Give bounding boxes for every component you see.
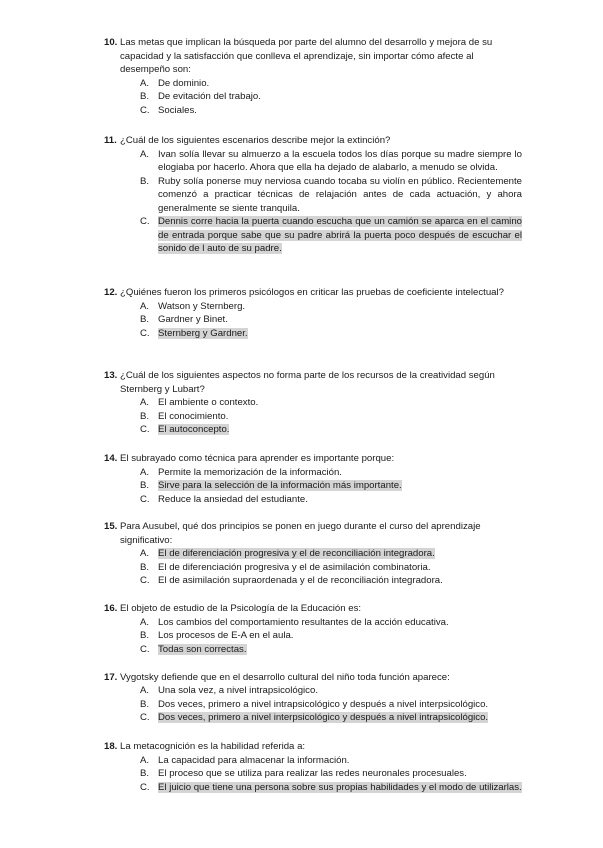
answer-option-c[interactable] [104, 781, 522, 795]
option-letter: C. [140, 781, 150, 793]
option-letter: A. [140, 685, 150, 696]
answer-option-c[interactable] [104, 574, 522, 588]
answer-option-b[interactable] [104, 479, 522, 493]
answer-options [104, 77, 522, 118]
question-stem [104, 36, 522, 77]
question-stem [104, 286, 522, 300]
question-number: 11. [104, 135, 117, 146]
answer-option-a[interactable] [104, 396, 522, 410]
answer-option-a[interactable] [104, 77, 522, 91]
answer-option-c[interactable] [104, 423, 522, 437]
option-text: De dominio. [158, 77, 210, 89]
option-text: La capacidad para almacenar la información. [158, 754, 350, 766]
highlighted-answer: Dos veces, primero a nivel interpsicológico y después a nivel intrapsicológico. [158, 712, 489, 723]
highlighted-answer: Sirve para la selección de la información más importante. [158, 480, 402, 491]
answer-options [104, 300, 522, 341]
option-text: El conocimiento. [158, 410, 229, 422]
question-number: 13. [104, 370, 118, 381]
question-15 [104, 520, 522, 588]
option-letter: A. [140, 466, 150, 478]
option-text: Los cambios del comportamiento resultantes de la acción educativa. [158, 616, 449, 628]
option-text: Los procesos de E-A en el aula. [158, 630, 294, 641]
option-text: Ivan solía llevar su almuerzo a la escuela todos los días porque su madre siempre lo elogiaba por hacerlo. Ahora que ella ha dejado de alabarlo, a menudo se olvida. [158, 148, 522, 173]
highlighted-answer: Dennis corre hacia la puerta cuando escucha que un camión se aparca en el camino de entrada porque sabe que su padre abrirá la puerta poco después de escuchar el sonido de l auto de su padre. [158, 216, 522, 254]
answer-options [104, 148, 522, 256]
option-text: Watson y Sternberg. [158, 300, 246, 312]
answer-option-a[interactable] [104, 616, 522, 630]
option-text: Una sola vez, a nivel intrapsicológico. [158, 685, 318, 696]
option-letter: A. [140, 148, 150, 160]
question-text: ¿Cuál de los siguientes aspectos no forma parte de los recursos de la creatividad según Sternberg y Lubart? [120, 370, 495, 395]
question-text: Vygotsky defiende que en el desarrollo cultural del niño toda función aparece: [120, 671, 450, 683]
answer-option-c[interactable] [104, 215, 522, 256]
question-stem [104, 369, 522, 396]
answer-option-a[interactable] [104, 148, 522, 175]
option-letter: C. [140, 104, 150, 116]
question-stem [104, 452, 522, 466]
option-letter: C. [140, 216, 150, 227]
answer-option-b[interactable] [104, 410, 522, 424]
answer-option-a[interactable] [104, 684, 522, 698]
answer-options [104, 466, 522, 507]
option-text: El proceso que se utiliza para realizar las redes neuronales procesuales. [158, 768, 467, 779]
question-text: ¿Quiénes fueron los primeros psicólogos en criticar las pruebas de coeficiente intelectual? [120, 287, 504, 298]
question-11 [104, 134, 522, 256]
question-stem [104, 671, 522, 685]
answer-option-c[interactable] [104, 327, 522, 341]
option-text: Reduce la ansiedad del estudiante. [158, 493, 308, 505]
option-letter: B. [140, 768, 150, 779]
question-13 [104, 369, 522, 437]
highlighted-answer: El de diferenciación progresiva y el de reconciliación integradora. [158, 548, 435, 559]
option-letter: A. [140, 300, 150, 312]
answer-options [104, 396, 522, 437]
option-text: Sociales. [158, 104, 197, 116]
option-text: Permite la memorización de la información. [158, 466, 342, 478]
question-stem [104, 602, 522, 616]
highlighted-answer: El juicio que tiene una persona sobre sus propias habilidades y el modo de utilizarlas. [158, 781, 522, 793]
question-14 [104, 452, 522, 506]
answer-option-c[interactable] [104, 711, 522, 725]
question-text: Para Ausubel, qué dos principios se ponen en juego durante el curso del aprendizaje significativo: [120, 521, 481, 546]
answer-option-c[interactable] [104, 104, 522, 118]
option-letter: C. [140, 643, 150, 655]
question-17 [104, 657, 522, 725]
option-letter: A. [140, 754, 150, 766]
option-letter: B. [140, 410, 150, 422]
option-text: De evitación del trabajo. [158, 91, 261, 102]
question-stem [104, 520, 522, 547]
option-letter: C. [140, 575, 150, 586]
answer-option-a[interactable] [104, 300, 522, 314]
option-letter: B. [140, 314, 150, 325]
question-text: Las metas que implican la búsqueda por parte del alumno del desarrollo y mejora de su capacidad y la satisfacción que conlleva el aprendizaje, sin importar cómo afecte al desempeño son: [120, 37, 493, 75]
question-number: 10. [104, 37, 118, 48]
question-number: 16. [104, 603, 118, 614]
answer-option-c[interactable] [104, 493, 522, 507]
answer-options [104, 616, 522, 657]
option-letter: B. [140, 175, 150, 187]
option-letter: A. [140, 77, 150, 89]
question-18 [104, 740, 522, 794]
answer-option-a[interactable] [104, 547, 522, 561]
answer-option-b[interactable] [104, 175, 522, 216]
answer-options [104, 684, 522, 725]
option-letter: C. [140, 712, 150, 723]
option-letter: B. [140, 480, 150, 491]
highlighted-answer: Sternberg y Gardner. [158, 327, 248, 339]
question-text: El subrayado como técnica para aprender es importante porque: [120, 453, 395, 464]
option-text: El de asimilación supraordenada y el de reconciliación integradora. [158, 575, 443, 586]
option-letter: B. [140, 561, 150, 573]
answer-option-b[interactable] [104, 90, 522, 104]
question-16 [104, 602, 522, 656]
answer-option-a[interactable] [104, 466, 522, 480]
question-number: 14. [104, 453, 118, 464]
question-number: 17. [104, 671, 118, 683]
option-text: Dos veces, primero a nivel intrapsicológico y después a nivel interpsicológico. [158, 698, 489, 710]
answer-options [104, 754, 522, 795]
highlighted-answer: Todas son correctas. [158, 643, 247, 655]
option-letter: C. [140, 493, 150, 505]
answer-option-b[interactable] [104, 698, 522, 712]
option-letter: B. [140, 698, 150, 710]
question-number: 18. [104, 741, 118, 752]
option-letter: A. [140, 616, 150, 628]
answer-option-c[interactable] [104, 643, 522, 657]
answer-option-a[interactable] [104, 754, 522, 768]
option-letter: B. [140, 91, 150, 102]
question-stem [104, 740, 522, 754]
option-letter: B. [140, 630, 150, 641]
answer-options [104, 547, 522, 588]
option-text: El ambiente o contexto. [158, 397, 259, 408]
answer-option-b[interactable] [104, 629, 522, 643]
option-letter: A. [140, 548, 150, 559]
question-number: 12. [104, 287, 118, 298]
answer-option-b[interactable] [104, 313, 522, 327]
option-letter: C. [140, 424, 150, 435]
option-text: Gardner y Binet. [158, 314, 228, 325]
answer-option-b[interactable] [104, 767, 522, 781]
option-letter: A. [140, 397, 150, 408]
highlighted-answer: El autoconcepto. [158, 424, 230, 435]
option-text: Ruby solía ponerse muy nerviosa cuando tocaba su violín en público. Recientemente comenzó a practicar técnicas de relajación antes de cada actuación, y ahora generalmente se siente tranquila. [158, 175, 522, 214]
answer-option-b[interactable] [104, 561, 522, 575]
option-letter: C. [140, 327, 150, 339]
question-text: El objeto de estudio de la Psicología de la Educación es: [120, 603, 362, 614]
question-text: La metacognición es la habilidad referida a: [120, 741, 306, 752]
question-12 [104, 286, 522, 340]
question-10 [104, 36, 522, 117]
question-text: ¿Cuál de los siguientes escenarios describe mejor la extinción? [120, 135, 391, 146]
question-number: 15. [104, 521, 118, 532]
option-text: El de diferenciación progresiva y el de asimilación combinatoria. [158, 561, 431, 573]
question-stem [104, 134, 522, 148]
